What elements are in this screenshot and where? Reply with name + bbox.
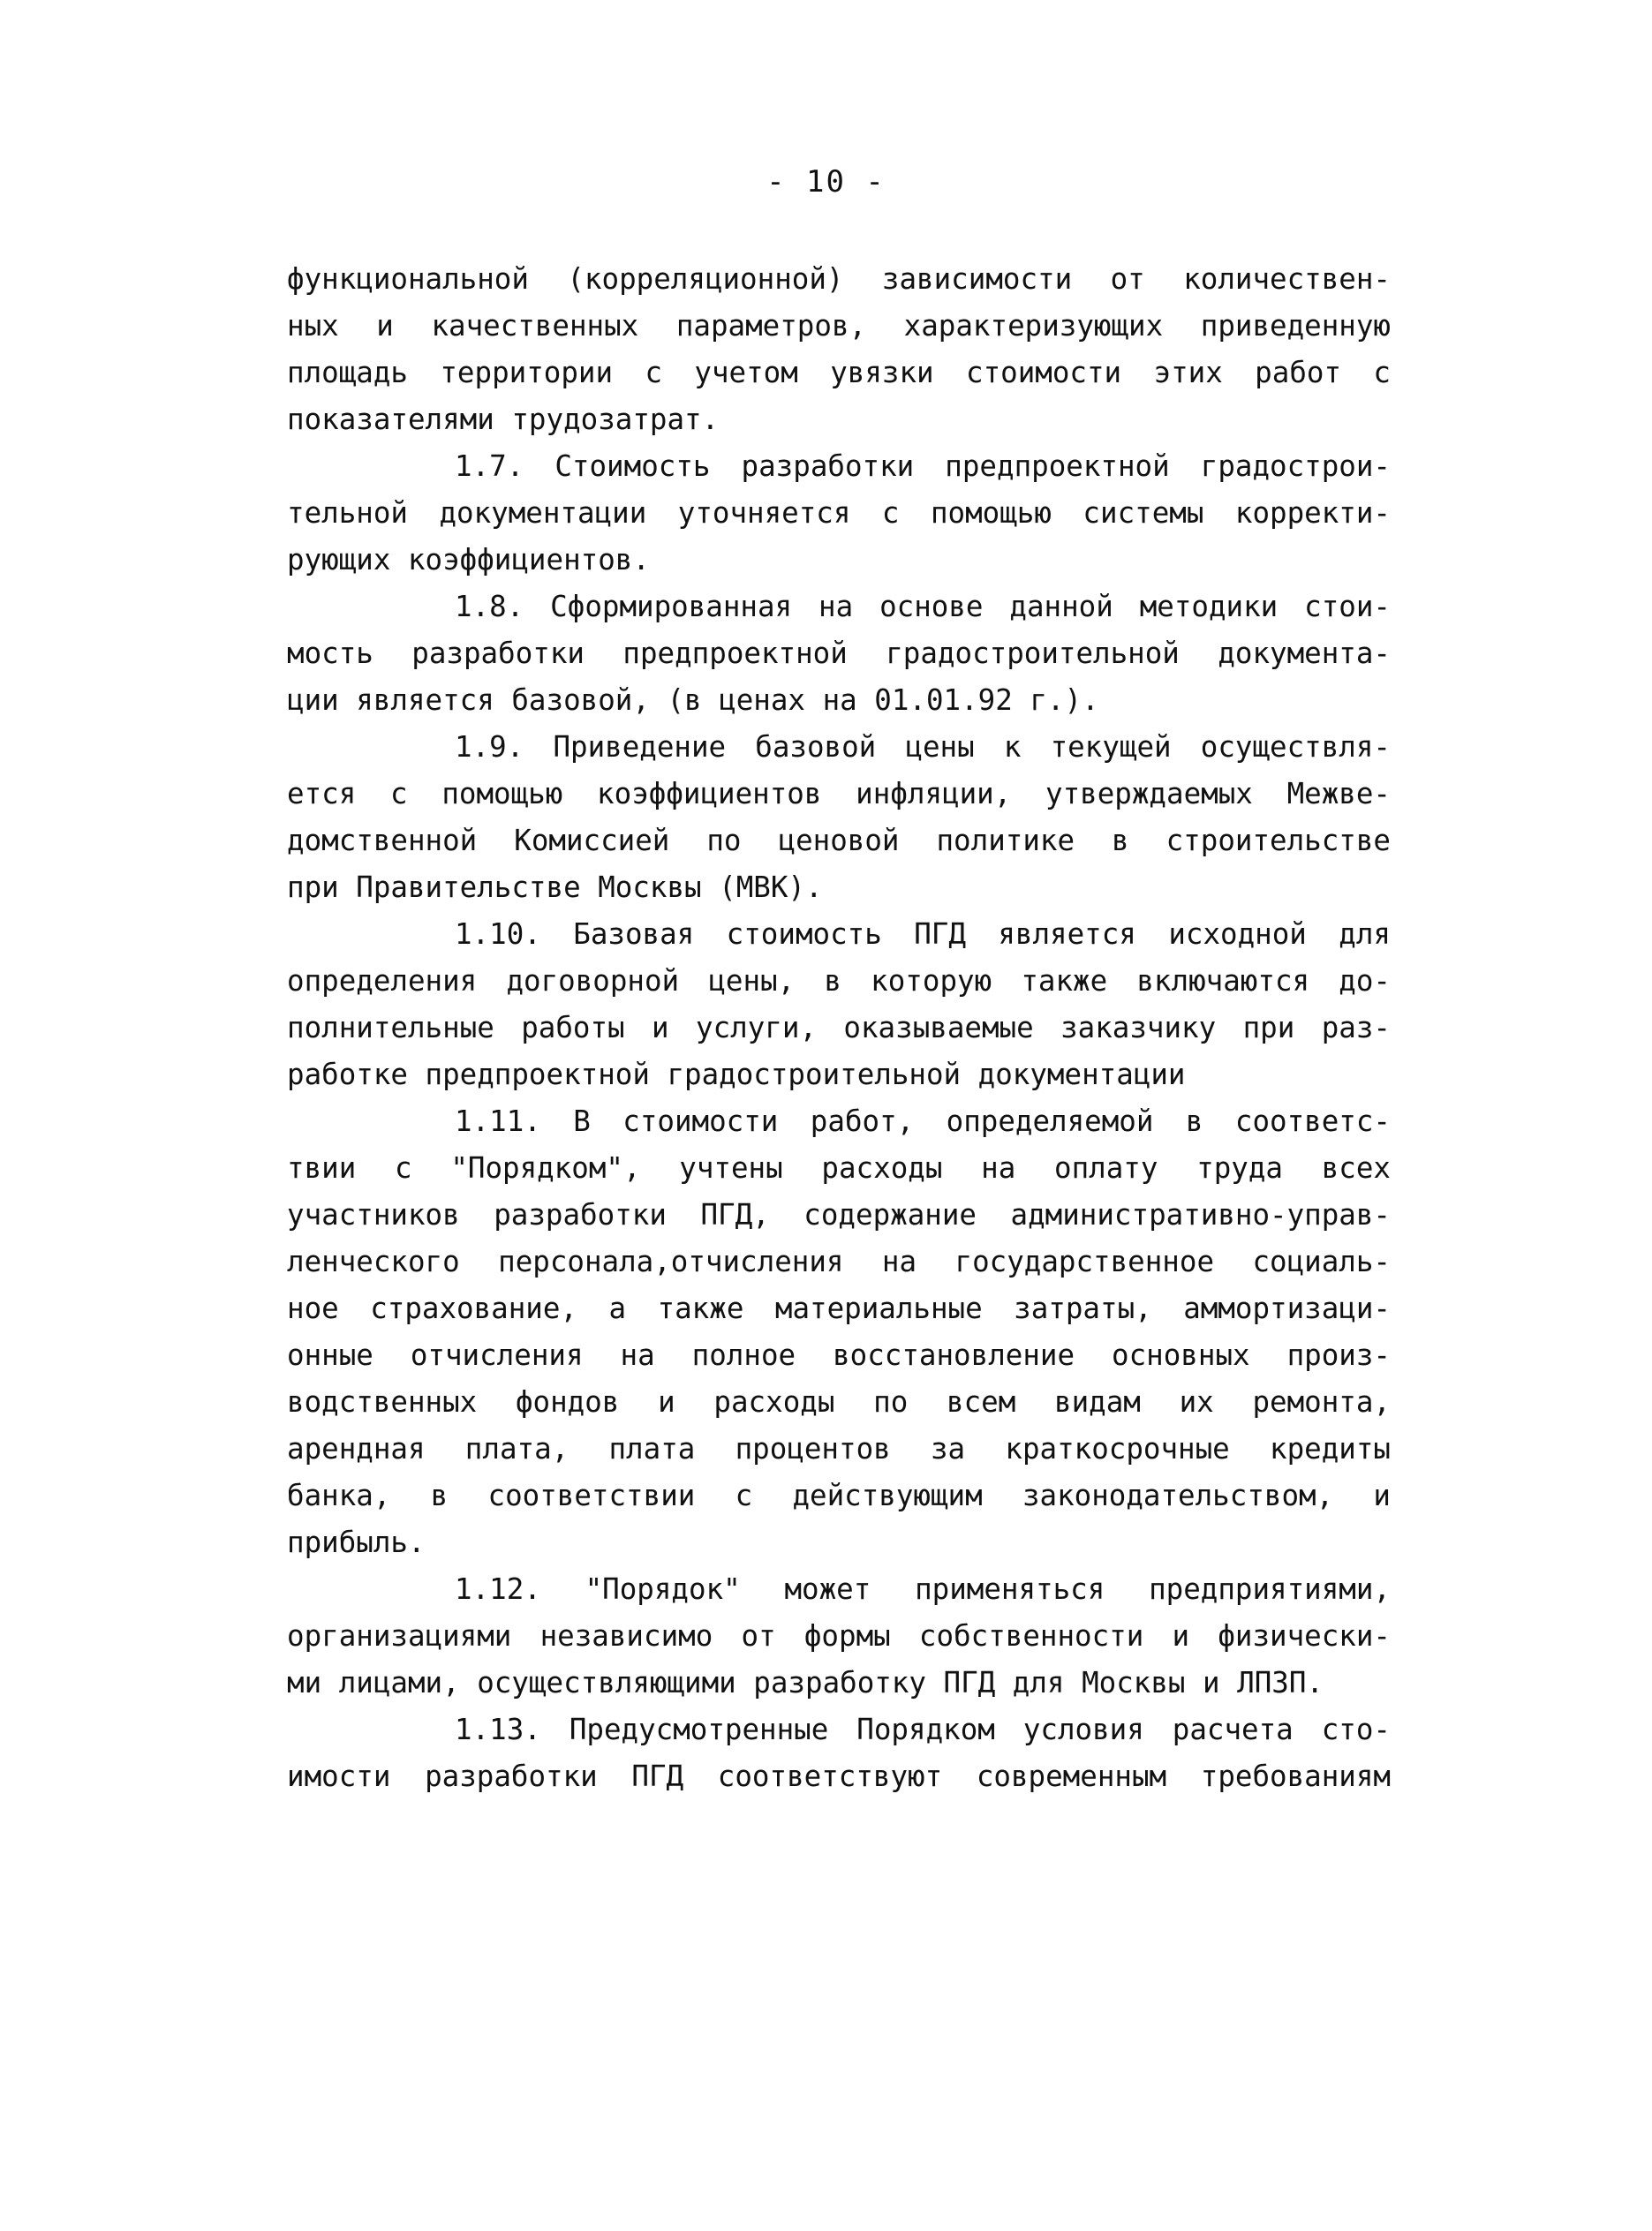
text-line: 1.7. Стоимость разработки предпроектной градострои- [455, 449, 1391, 483]
text-line: тельной документации уточняется с помощью системы корректи- [287, 496, 1391, 530]
text-line: показателями трудозатрат. [287, 403, 720, 436]
document-body [287, 256, 1391, 1800]
text-line: определения договорной цены, в которую также включаются до- [287, 964, 1391, 998]
text-line: онные отчисления на полное восстановление основных произ- [287, 1338, 1391, 1372]
text-line: полнительные работы и услуги, оказываемые заказчику при раз- [287, 1011, 1391, 1044]
text-line: ется с помощью коэффициентов инфляции, утверждаемых Межве- [287, 777, 1391, 810]
paragraph [287, 256, 1391, 443]
text-line: твии с "Порядком", учтены расходы на оплату труда всех [287, 1151, 1391, 1185]
text-line: ленческого персонала,отчисления на государственное социаль- [287, 1245, 1391, 1278]
text-line: прибыль. [287, 1526, 426, 1559]
text-line: мость разработки предпроектной градостроительной документа- [287, 637, 1391, 670]
text-line: домственной Комиссией по ценовой политике в строительстве [287, 824, 1391, 857]
page-number: - 10 - [766, 164, 886, 200]
text-line: организациями независимо от формы собственности и физически- [287, 1619, 1391, 1653]
text-line: ции является базовой, (в ценах на 01.01.92 г.). [287, 683, 1099, 717]
text-line: при Правительстве Москвы (МВК). [287, 871, 823, 904]
text-line: работке предпроектной градостроительной документации [287, 1058, 1186, 1091]
text-line: функциональной (корреляционной) зависимости от количествен- [287, 262, 1391, 296]
paragraph [287, 443, 1391, 584]
paragraph [287, 584, 1391, 724]
text-line: 1.8. Сформированная на основе данной методики стои- [455, 590, 1391, 623]
text-line: 1.11. В стоимости работ, определяемой в соответс- [455, 1104, 1391, 1138]
text-line: арендная плата, плата процентов за краткосрочные кредиты [287, 1432, 1391, 1466]
text-line: ных и качественных параметров, характеризующих приведенную [287, 309, 1391, 343]
text-line: 1.12. "Порядок" может применяться предприятиями, [455, 1572, 1391, 1606]
text-line: ное страхование, а также материальные затраты, аммортизаци- [287, 1292, 1391, 1325]
paragraph [287, 1566, 1391, 1707]
text-line: ми лицами, осуществляющими разработку ПГД для Москвы и ЛПЗП. [287, 1666, 1324, 1700]
paragraph [287, 724, 1391, 911]
text-line: 1.13. Предусмотренные Порядком условия расчета сто- [455, 1713, 1391, 1746]
text-line: площадь территории с учетом увязки стоимости этих работ с [287, 356, 1391, 389]
text-line: водственных фондов и расходы по всем видам их ремонта, [287, 1385, 1391, 1419]
text-line: банка, в соответствии с действующим законодательством, и [287, 1479, 1391, 1512]
text-line: имости разработки ПГД соответствуют современным требованиям [287, 1760, 1391, 1793]
paragraph [287, 1707, 1391, 1800]
text-line: 1.10. Базовая стоимость ПГД является исходной для [455, 917, 1391, 951]
paragraph [287, 1098, 1391, 1566]
text-line: рующих коэффициентов. [287, 543, 650, 577]
text-line: участников разработки ПГД, содержание административно-управ- [287, 1198, 1391, 1232]
paragraph [287, 911, 1391, 1098]
text-line: 1.9. Приведение базовой цены к текущей осуществля- [455, 730, 1391, 764]
